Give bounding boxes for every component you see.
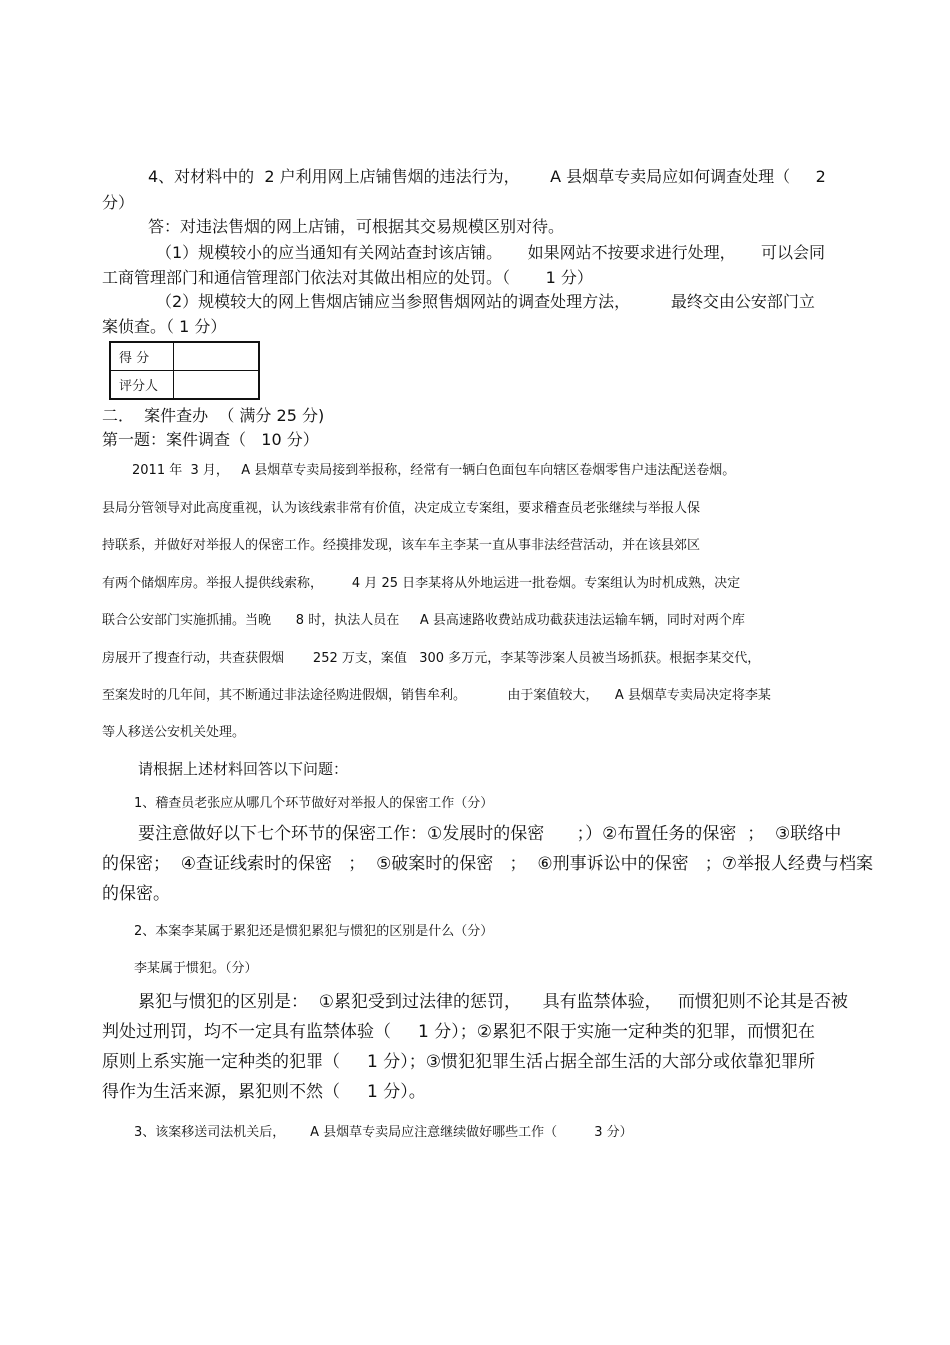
section2-title: 二． 案件查办 （ 满分 25 分) (102, 406, 325, 425)
q4-item1-line2: 工商管理部门和通信管理部门依法对其做出相应的处罚。（ 1 分） (102, 268, 593, 287)
material-line-8: 等人移送公安机关处理。 (102, 725, 246, 740)
sub3-question: 3、该案移送司法机关后， A 县烟草专卖局应注意继续做好哪些工作（ 3 分） (134, 1125, 633, 1140)
material-line-2: 县局分管领导对此高度重视，认为该线索非常有价值，决定成立专案组，要求稽查员老张继续与举报人保 (102, 501, 701, 516)
q4-item2-line2: 案侦查。（ 1 分） (102, 317, 227, 336)
score-label: 得 分 (110, 342, 174, 371)
sub1-answer-line1: 要注意做好以下七个环节的保密工作：①发展时的保密 ；）②布置任务的保密 ； ③联络中 (138, 824, 842, 844)
q4-item1-line1: （1）规模较小的应当通知有关网站查封该店铺。 如果网站不按要求进行处理， 可以会同 (156, 243, 826, 262)
material-line-1: 2011 年 3 月， A 县烟草专卖局接到举报称，经常有一辆白色面包车向辖区卷烟零售户违法配送卷烟。 (132, 463, 736, 478)
material-line-7: 至案发时的几年间，其不断通过非法途径购进假烟，销售牟利。 由于案值较大， A 县烟草专卖局决定将李某 (102, 688, 771, 703)
q4-answer-intro: 答：对违法售烟的网上店铺，可根据其交易规模区别对待。 (148, 217, 565, 236)
q4-line2: 分） (102, 193, 135, 212)
case-q1-title: 第一题：案件调查（ 10 分） (102, 430, 319, 449)
sub2-answer-line4: 得作为生活来源，累犯则不然（ 1 分）。 (102, 1082, 426, 1102)
score-table (109, 341, 260, 400)
sub2-question: 2、本案李某属于累犯还是惯犯累犯与惯犯的区别是什么（分） (134, 924, 494, 939)
grader-label: 评分人 (110, 371, 174, 400)
grader-value-cell (174, 371, 260, 400)
sub2-answer-line2: 判处过刑罚，均不一定具有监禁体验（ 1 分）；②累犯不限于实施一定种类的犯罪，而惯犯在 (102, 1022, 815, 1042)
sub2-short-answer: 李某属于惯犯。（分） (134, 961, 258, 976)
questions-prompt: 请根据上述材料回答以下问题： (138, 760, 349, 778)
material-line-4: 有两个储烟库房。举报人提供线索称， 4 月 25 日李某将从外地运进一批卷烟。专案组认为时机成熟，决定 (102, 576, 741, 591)
score-value-cell (174, 342, 260, 371)
sub1-question: 1、稽查员老张应从哪几个环节做好对举报人的保密工作（分） (134, 796, 494, 811)
sub2-answer-line3: 原则上系实施一定种类的犯罪（ 1 分）；③惯犯犯罪生活占据全部生活的大部分或依靠犯罪所 (102, 1052, 815, 1072)
material-line-3: 持联系，并做好对举报人的保密工作。经摸排发现，该车车主李某一直从事非法经营活动，并在该县郊区 (102, 538, 701, 553)
q4-line1: 4、对材料中的 2 户利用网上店铺售烟的违法行为， A 县烟草专卖局应如何调查处理（ 2 (148, 167, 826, 186)
material-line-5: 联合公安部门实施抓捕。当晚 8 时，执法人员在 A 县高速路收费站成功截获违法运输车辆，同时对两个库 (102, 613, 745, 628)
sub1-answer-line3: 的保密。 (102, 884, 170, 904)
material-line-6: 房展开了搜查行动，共查获假烟 252 万支，案值 300 多万元，李某等涉案人员被当场抓获。根据李某交代， (102, 651, 761, 666)
sub2-answer-line1: 累犯与惯犯的区别是： ①累犯受到过法律的惩罚， 具有监禁体验， 而惯犯则不论其是否被 (138, 992, 848, 1012)
q4-item2-line1: （2）规模较大的网上售烟店铺应当参照售烟网站的调查处理方法， 最终交由公安部门立 (156, 292, 815, 311)
sub1-answer-line2: 的保密； ④查证线索时的保密 ； ⑤破案时的保密 ； ⑥刑事诉讼中的保密 ；⑦举报人经费与档案 (102, 854, 874, 874)
